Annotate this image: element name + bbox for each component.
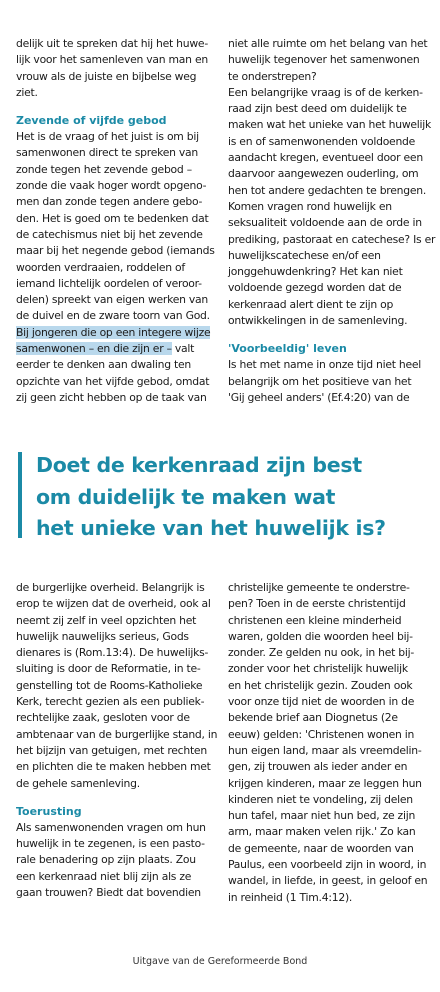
text-line: maar bij het negende gebod (iemands bbox=[16, 244, 215, 258]
text-line: Het is de vraag of het juist is om bij bbox=[16, 130, 199, 144]
text-line: ambtenaar van de burgerlijke stand, in bbox=[16, 727, 218, 741]
intro-paragraph bbox=[228, 36, 436, 329]
text-line: hun eigen land, maar als vreemdelin- bbox=[228, 743, 422, 757]
text-line: de catechismus niet bij het zevende bbox=[16, 227, 203, 241]
pullquote-line: om duidelijk te maken wat bbox=[36, 484, 336, 509]
text-line: zonder voor het christelijk huwelijk bbox=[228, 662, 408, 676]
text-line: krijgen kinderen, maar ze leggen hun bbox=[228, 776, 422, 790]
text-line: eeuw) gelden: 'Christenen wonen in bbox=[228, 727, 415, 741]
text-line: neemt zij zelf in veel opzichten het bbox=[16, 613, 197, 627]
text-line: een kerkenraad niet blij zijn als ze bbox=[16, 869, 192, 883]
text-line: zonder. Ze gelden nu ook, in het bij- bbox=[228, 646, 415, 660]
text-line: Als samenwonenden vragen om hun bbox=[16, 820, 206, 834]
pullquote-line: het unieke van het huwelijk is? bbox=[36, 516, 386, 540]
text-line: rechtelijke zaak, gesloten voor de bbox=[16, 711, 190, 725]
text-line: niet alle ruimte om het belang van het bbox=[228, 37, 428, 50]
text-line: waren, golden die woorden heel bij- bbox=[228, 629, 413, 643]
column-right-bottom bbox=[228, 580, 428, 906]
text-line: delen) spreekt van eigen werken van bbox=[16, 293, 208, 307]
text-line: sluiting is door de Reformatie, in te- bbox=[16, 662, 201, 676]
text-line: voldoende gezegd worden dat de bbox=[228, 281, 402, 295]
text-line[interactable] bbox=[16, 325, 216, 341]
subheading-zevende-of-vijfde-gebod: Zevende of vijfde gebod bbox=[16, 114, 167, 128]
text-fragment: valt bbox=[171, 342, 195, 356]
text-line: Een belangrijke vraag is of de kerken- bbox=[228, 85, 423, 99]
text-line: Kerk, terecht gezien als een publiek- bbox=[16, 695, 205, 709]
page-footer: Uitgave van de Gereformeerde Bond bbox=[132, 956, 308, 967]
text-line: raad zijn best deed om duidelijk te bbox=[228, 102, 407, 116]
text-line: Paulus, een voorbeeld zijn in woord, in bbox=[228, 858, 427, 872]
subheading-toerusting: Toerusting bbox=[16, 804, 82, 818]
subheading-voorbeeldig-leven: 'Voorbeeldig' leven bbox=[228, 342, 347, 356]
text-line: huwelijk in te zegenen, is een pasto- bbox=[16, 837, 205, 851]
text-line: christenen een kleine minderheid bbox=[228, 613, 402, 627]
text-line: huwelijk tegenover het samenwonen bbox=[228, 53, 420, 67]
text-line: maken wat het unieke van het huwelijk bbox=[228, 118, 432, 132]
text-line: Is het met name in onze tijd niet heel bbox=[228, 358, 422, 372]
text-line: dienares is (Rom.13:4). De huwelijks- bbox=[16, 646, 209, 660]
text-line: de burgerlijke overheid. Belangrijk is bbox=[16, 581, 205, 594]
text-line: zij geen zicht hebben op de taak van bbox=[16, 390, 207, 404]
text-line: prediking, pastoraat en catechese? Is er bbox=[228, 232, 436, 246]
text-line: hen tot andere gedachten te brengen. bbox=[228, 183, 427, 197]
text-line: de duivel en de zware toorn van God. bbox=[16, 309, 210, 323]
text-line: rale benadering op zijn plaats. Zou bbox=[16, 853, 196, 867]
text-line: ontwikkelingen in de samenleving. bbox=[228, 314, 408, 328]
text-line: daarvoor aangewezen ouderling, om bbox=[228, 167, 419, 181]
text-line: wandel, in liefde, in geest, in geloof en bbox=[228, 874, 428, 888]
column-right-top bbox=[228, 36, 436, 406]
text-line: den. Het is goed om te bedenken dat bbox=[16, 211, 209, 225]
text-line: en het christelijk gezin. Zouden ook bbox=[228, 678, 413, 692]
text-line: iemand lichtelijk oordelen of veroor- bbox=[16, 276, 202, 290]
text-line: het bijzijn van getuigen, met rechten bbox=[16, 743, 207, 757]
text-line: de gemeente, naar de woorden van bbox=[228, 841, 414, 855]
text-line: christelijke gemeente te onderstre- bbox=[228, 581, 410, 594]
text-line: Komen vragen rond huwelijk en bbox=[228, 199, 392, 213]
text-line: genstelling tot de Rooms-Katholieke bbox=[16, 678, 203, 692]
text-line: en plichten die te maken hebben met bbox=[16, 760, 211, 774]
text-line: samenwonen direct te spreken van bbox=[16, 146, 199, 160]
text-line: opzichte van het vijfde gebod, omdat bbox=[16, 374, 210, 388]
highlighted-text[interactable]: Bij jongeren die op een integere wijze bbox=[16, 325, 211, 339]
text-line: ziet. bbox=[16, 85, 38, 99]
text-line: huwelijkscatechese en/of een bbox=[228, 248, 381, 262]
text-line: kinderen niet te vondeling, zij delen bbox=[228, 792, 413, 806]
text-line: zonde tegen het zevende gebod – bbox=[16, 162, 192, 176]
column-left-bottom bbox=[16, 580, 216, 901]
text-line: eerder te denken aan dwaling ten bbox=[16, 358, 191, 372]
body-paragraph bbox=[16, 129, 216, 406]
text-line: zonde die vaak hoger wordt opgeno- bbox=[16, 179, 207, 193]
text-line: in reinheid (1 Tim.4:12). bbox=[228, 890, 353, 904]
text-line: aandacht kregen, eventueel door een bbox=[228, 151, 423, 165]
text-line: voor onze tijd niet de woorden in de bbox=[228, 695, 415, 709]
text-line[interactable] bbox=[16, 341, 216, 357]
highlighted-text[interactable]: samenwonen – en die zijn er – bbox=[16, 342, 172, 356]
text-line: bekende brief aan Diognetus (2e bbox=[228, 711, 398, 725]
pullquote-accent-bar bbox=[18, 452, 22, 538]
pullquote-line: Doet de kerkenraad zijn best bbox=[36, 453, 362, 477]
text-line: is en of samenwonenden voldoende bbox=[228, 134, 416, 148]
text-line: erop te wijzen dat de overheid, ook al bbox=[16, 597, 211, 611]
intro-paragraph bbox=[16, 580, 216, 792]
column-left-top bbox=[16, 36, 216, 406]
text-line: arm, maar maken velen rijk.' Zo kan bbox=[228, 825, 416, 839]
text-line: vrouw als de juiste en bijbelse weg bbox=[16, 69, 197, 83]
intro-paragraph bbox=[16, 36, 216, 101]
text-line: pen? Toen in de eerste christentijd bbox=[228, 597, 406, 611]
text-line: hun tafel, maar niet hun bed, ze zijn bbox=[228, 809, 416, 823]
body-paragraph bbox=[228, 357, 428, 406]
text-line: kerkenraad alert dient te zijn op bbox=[228, 297, 394, 311]
text-line: huwelijk nauwelijks serieus, Gods bbox=[16, 629, 189, 643]
text-line: delijk uit te spreken dat hij het huwe- bbox=[16, 37, 208, 50]
body-paragraph bbox=[16, 820, 216, 901]
text-line: te onderstrepen? bbox=[228, 69, 317, 83]
text-line: men dan zonde tegen andere gebo- bbox=[16, 195, 203, 209]
text-line: gen, zij trouwen als ieder ander en bbox=[228, 760, 408, 774]
text-line: belangrijk om het positieve van het bbox=[228, 374, 412, 388]
text-line: jonggehuwdenkring? Het kan niet bbox=[228, 265, 403, 279]
text-line: lijk voor het samenleven van man en bbox=[16, 53, 208, 67]
pullquote bbox=[36, 450, 436, 545]
text-line: woorden verdraaien, roddelen of bbox=[16, 260, 185, 274]
text-line: de gehele samenleving. bbox=[16, 776, 140, 790]
text-line: seksualiteit voldoende aan de orde in bbox=[228, 216, 422, 230]
text-line: 'Gij geheel anders' (Ef.4:20) van de bbox=[228, 390, 410, 404]
text-line: gaan trouwen? Biedt dat bovendien bbox=[16, 886, 201, 900]
